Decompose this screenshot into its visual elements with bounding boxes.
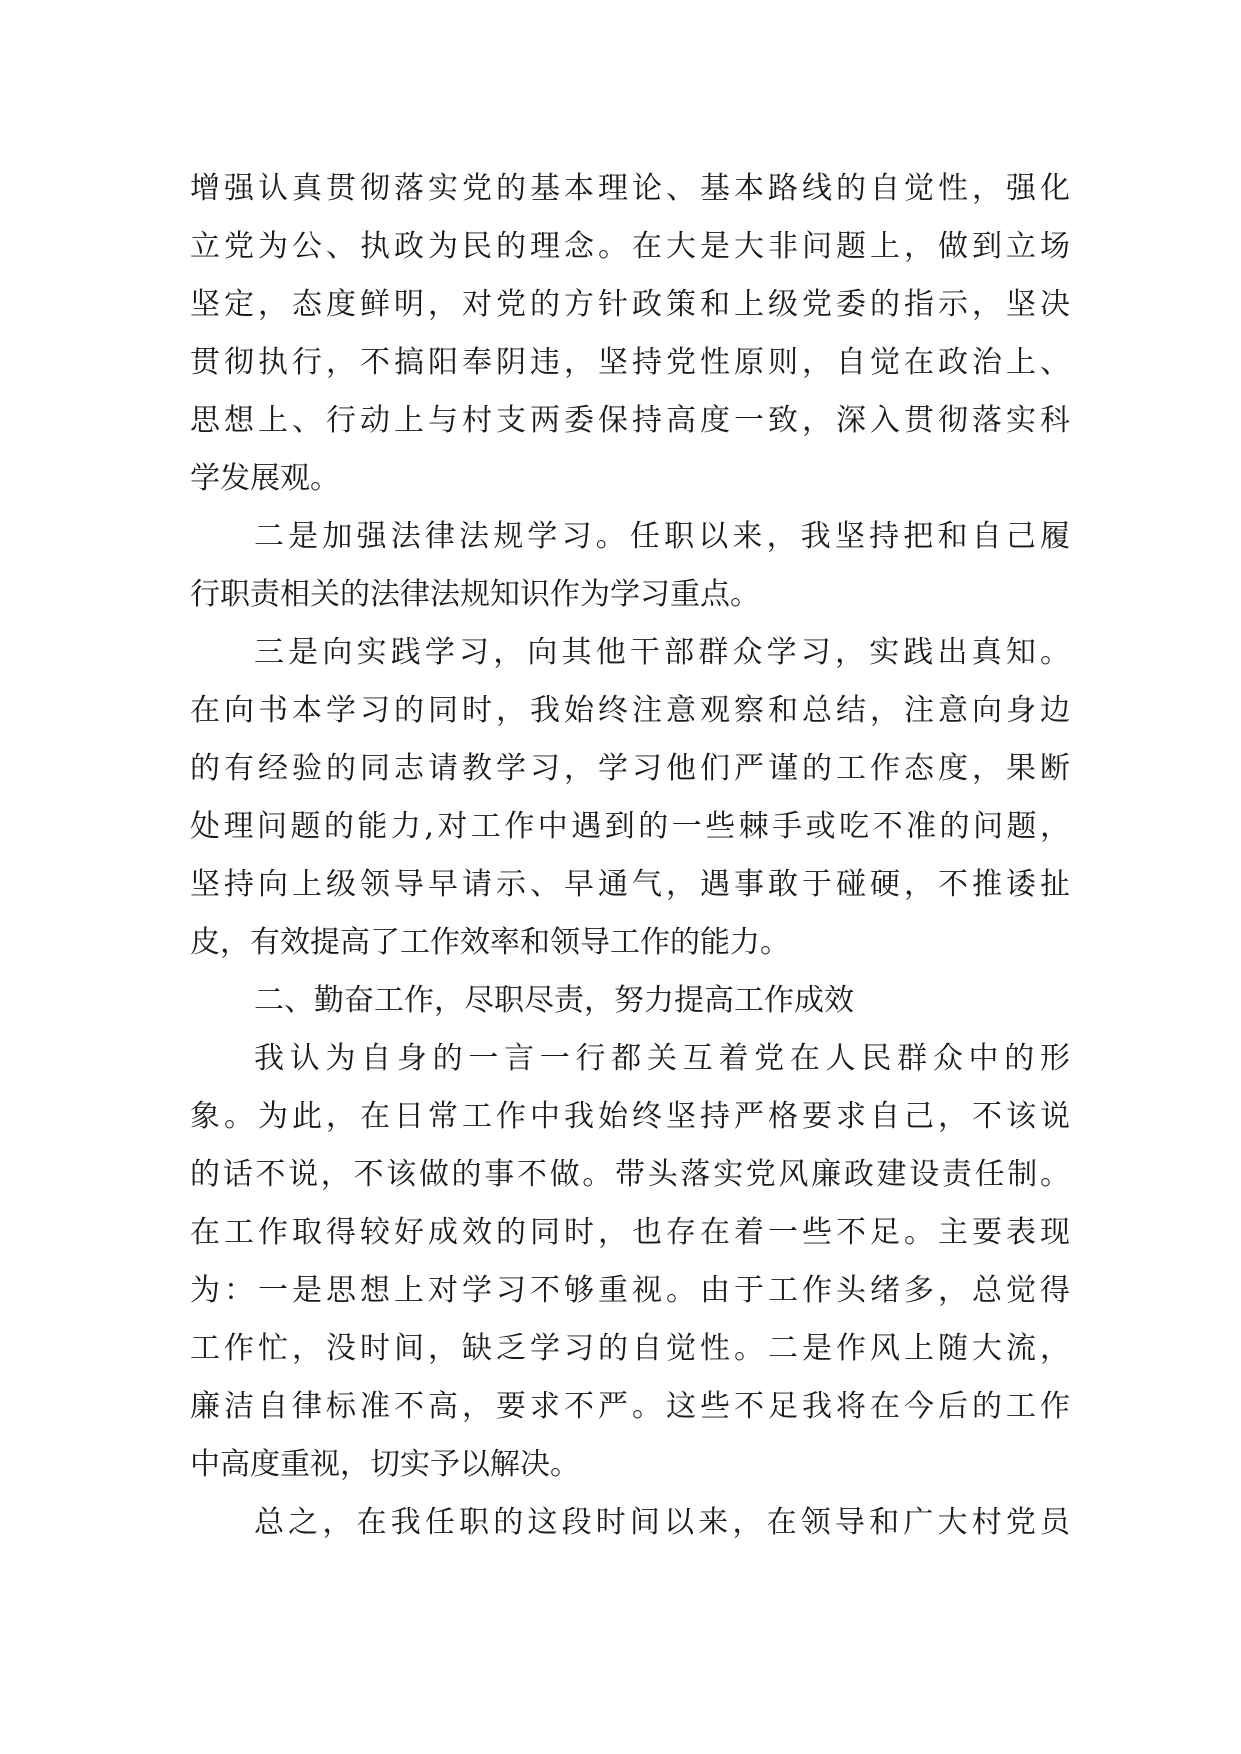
- text-line: 二是加强法律法规学习。任职以来，我坚持把和自己履: [254, 519, 1070, 554]
- text-line: 在工作取得较好成效的同时，也存在着一些不足。主要表现: [190, 1215, 1070, 1250]
- text-line: 总之，在我任职的这段时间以来，在领导和广大村党员: [254, 1505, 1070, 1540]
- text-line: 坚定，态度鲜明，对党的方针政策和上级党委的指示，坚决: [190, 287, 1070, 322]
- document-body: [190, 160, 1070, 1552]
- text-line: 皮，有效提高了工作效率和领导工作的能力。: [190, 925, 790, 960]
- text-line: 二、勤奋工作，尽职尽责，努力提高工作成效: [254, 983, 854, 1018]
- text-line: 的有经验的同志请教学习，学习他们严谨的工作态度，果断: [190, 751, 1070, 786]
- text-line: 增强认真贯彻落实党的基本理论、基本路线的自觉性，强化: [190, 171, 1070, 206]
- text-line: 坚持向上级领导早请示、早通气，遇事敢于碰硬，不推诿扯: [190, 867, 1070, 902]
- text-line: 中高度重视，切实予以解决。: [190, 1447, 580, 1482]
- text-line: 学发展观。: [190, 461, 340, 496]
- text-line: 象。为此，在日常工作中我始终坚持严格要求自己，不该说: [190, 1099, 1070, 1134]
- text-line: 我认为自身的一言一行都关互着党在人民群众中的形: [254, 1041, 1070, 1076]
- text-line: 工作忙，没时间，缺乏学习的自觉性。二是作风上随大流，: [190, 1331, 1070, 1366]
- text-line: 为：一是思想上对学习不够重视。由于工作头绪多，总觉得: [190, 1273, 1070, 1308]
- text-line: 廉洁自律标准不高，要求不严。这些不足我将在今后的工作: [190, 1389, 1070, 1424]
- text-line: 三是向实践学习，向其他干部群众学习，实践出真知。: [254, 635, 1070, 670]
- text-line: 处理问题的能力,对工作中遇到的一些棘手或吃不准的问题，: [190, 809, 1070, 844]
- text-line: 立党为公、执政为民的理念。在大是大非问题上，做到立场: [190, 229, 1070, 264]
- text-line: 思想上、行动上与村支两委保持高度一致，深入贯彻落实科: [190, 403, 1070, 438]
- text-line: 贯彻执行，不搞阳奉阴违，坚持党性原则，自觉在政治上、: [190, 345, 1070, 380]
- text-line: 行职责相关的法律法规知识作为学习重点。: [190, 577, 760, 612]
- text-line: 的话不说，不该做的事不做。带头落实党风廉政建设责任制。: [190, 1157, 1070, 1192]
- text-line: 在向书本学习的同时，我始终注意观察和总结，注意向身边: [190, 693, 1070, 728]
